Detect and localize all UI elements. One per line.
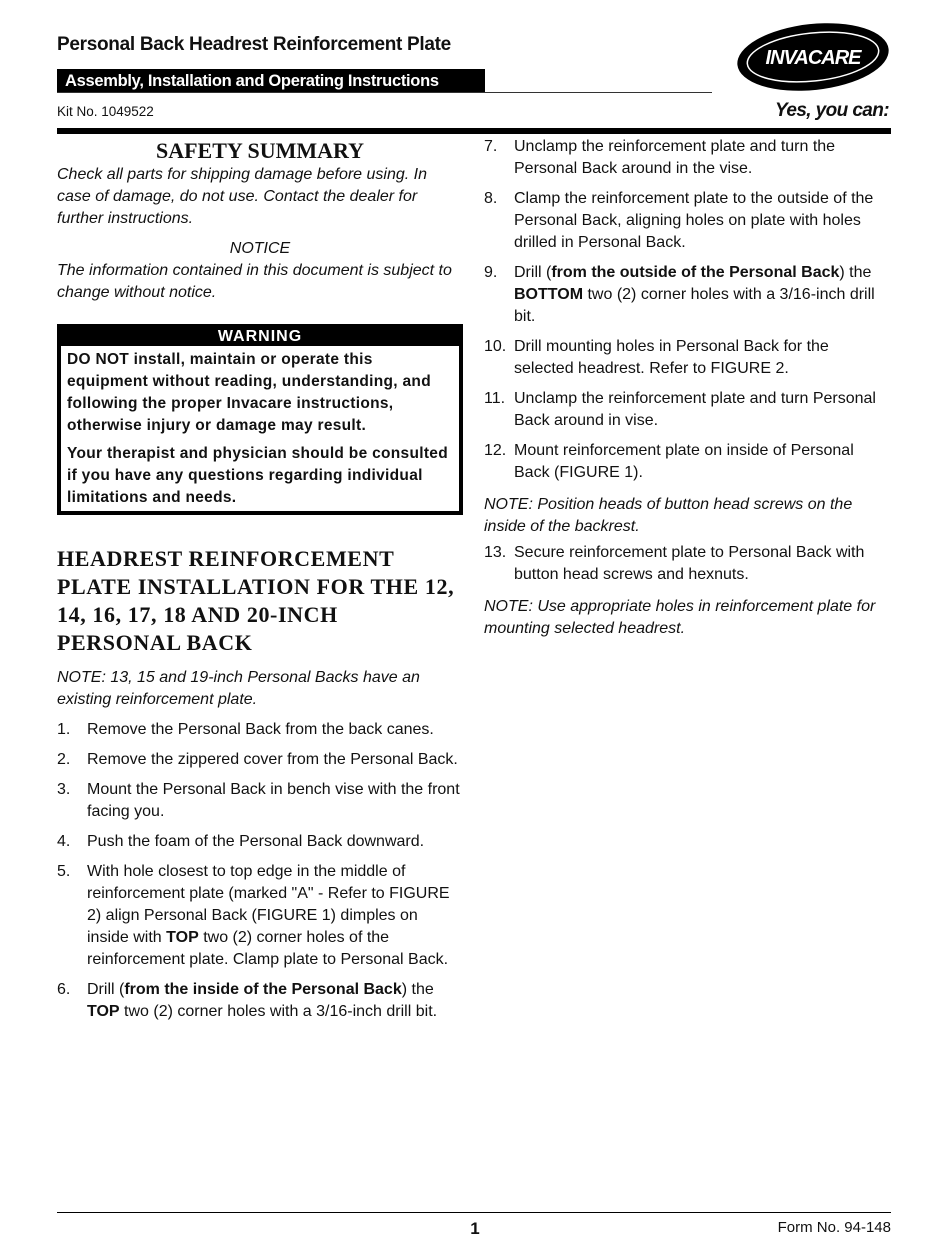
- step-text: Secure reinforcement plate to Personal Back with button head screws and hexnuts.: [514, 544, 865, 583]
- step-text: Remove the Personal Back from the back canes.: [87, 721, 434, 738]
- list-item: [484, 388, 890, 432]
- step-text: Remove the zippered cover from the Personal Back.: [87, 751, 458, 768]
- step-text: ) the: [401, 981, 434, 998]
- warning-heading: WARNING: [61, 328, 459, 346]
- steps-list: [57, 719, 463, 1023]
- step-text: two (2) corner holes with a 3/16-inch drill bit.: [119, 1003, 438, 1020]
- step-emphasis: from the inside of the Personal Back: [124, 981, 402, 998]
- step-text: Push the foam of the Personal Back downward.: [87, 833, 425, 850]
- right-column: [484, 136, 890, 640]
- steps-list: [484, 542, 890, 586]
- step-number: 6.: [57, 981, 71, 998]
- step-text: Drill (: [87, 981, 125, 998]
- step-number: 1.: [57, 721, 71, 738]
- safety-text: Check all parts for shipping damage before using. In case of damage, do not use. Contact the dealer for further instructions.: [57, 166, 427, 227]
- step-text: Mount the Personal Back in bench vise with the front facing you.: [87, 781, 460, 820]
- step-number: 10.: [484, 338, 507, 355]
- step-number: 13.: [484, 544, 507, 561]
- step-number: 11.: [484, 390, 506, 407]
- step-text: Drill (: [514, 264, 552, 281]
- warning-box: [57, 324, 463, 515]
- step-text: two (2) corner holes with a 3/16-inch drill bit.: [514, 286, 875, 325]
- slogan: Yes, you can:: [775, 100, 889, 121]
- list-item: [484, 336, 890, 380]
- step-emphasis: BOTTOM: [514, 286, 584, 303]
- step-text: Clamp the reinforcement plate to the outside of the Personal Back, aligning holes on plate with holes drilled in Personal Back.: [514, 190, 874, 251]
- header-rule: [57, 128, 891, 134]
- list-item: [57, 861, 463, 971]
- page-number: 1: [470, 1219, 480, 1238]
- step-emphasis: TOP: [87, 1003, 120, 1020]
- safety-summary-heading: SAFETY SUMMARY: [155, 138, 365, 163]
- step-text: Mount reinforcement plate on inside of Personal Back (FIGURE 1).: [514, 442, 854, 481]
- document-title: Personal Back Headrest Reinforcement Plate: [57, 34, 451, 55]
- section-heading: HEADREST REINFORCEMENT PLATE INSTALLATION FOR THE 12, 14, 16, 17, 18 AND 20-INCH PERSONAL BACK: [57, 546, 455, 655]
- notice-heading: NOTICE: [229, 240, 291, 257]
- step-number: 12.: [484, 442, 507, 459]
- divider: [57, 92, 712, 93]
- step-text: Drill mounting holes in Personal Back for the selected headrest. Refer to FIGURE 2.: [514, 338, 829, 377]
- step-number: 4.: [57, 833, 71, 850]
- step-text: With hole closest to top edge in the middle of reinforcement plate (marked "A" - Refer to FIGURE 2) align Personal Back (FIGURE 1) dimples on inside with: [87, 863, 450, 946]
- kit-number: Kit No. 1049522: [57, 104, 154, 119]
- list-item: [484, 262, 890, 328]
- note: NOTE: Use appropriate holes in reinforcement plate for mounting selected headrest.: [484, 598, 876, 637]
- footer-rule: [57, 1212, 891, 1213]
- left-column: [57, 136, 463, 1023]
- note: NOTE: 13, 15 and 19-inch Personal Backs have an existing reinforcement plate.: [57, 669, 420, 708]
- steps-list: [484, 136, 890, 484]
- list-item: [484, 188, 890, 254]
- step-text: Unclamp the reinforcement plate and turn the Personal Back around in the vise.: [514, 138, 836, 177]
- step-number: 9.: [484, 264, 498, 281]
- form-number: Form No. 94-148: [777, 1219, 891, 1236]
- step-number: 2.: [57, 751, 71, 768]
- step-text: Unclamp the reinforcement plate and turn Personal Back around in vise.: [514, 390, 876, 429]
- list-item: [484, 542, 890, 586]
- list-item: [484, 440, 890, 484]
- note: NOTE: Position heads of button head screws on the inside of the backrest.: [484, 496, 853, 535]
- step-number: 8.: [484, 190, 498, 207]
- list-item: [57, 831, 463, 853]
- invacare-logo: [735, 22, 891, 92]
- step-number: 5.: [57, 863, 71, 880]
- list-item: [57, 719, 463, 741]
- warning-text: DO NOT install, maintain or operate this equipment without reading, understanding, and following the proper Invacare instructions, otherwise injury or damage may result.: [67, 351, 431, 434]
- step-number: 3.: [57, 781, 71, 798]
- step-number: 7.: [484, 138, 498, 155]
- svg-text:INVACARE: INVACARE: [765, 47, 861, 69]
- list-item: [57, 979, 463, 1023]
- step-text: two (2) corner holes of the reinforcement plate. Clamp plate to Personal Back.: [87, 929, 449, 968]
- document-subtitle: Assembly, Installation and Operating Instructions: [57, 69, 485, 93]
- list-item: [484, 136, 890, 180]
- step-emphasis: TOP: [166, 929, 199, 946]
- list-item: [57, 779, 463, 823]
- step-text: ) the: [839, 264, 872, 281]
- notice-text: The information contained in this document is subject to change without notice.: [57, 262, 452, 301]
- list-item: [57, 749, 463, 771]
- warning-text-consult: Your therapist and physician should be consulted if you have any questions regarding individual limitations and needs.: [67, 445, 448, 506]
- step-emphasis: from the outside of the Personal Back: [551, 264, 840, 281]
